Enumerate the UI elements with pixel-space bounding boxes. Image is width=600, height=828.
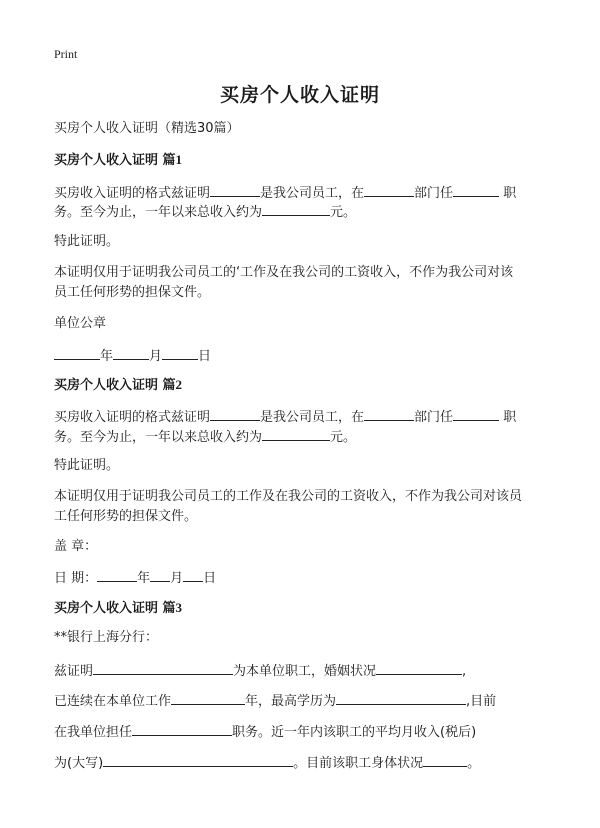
section-2-seal: 盖 章： [54, 539, 98, 554]
section-2-date: 日 期： 年 月 日 [54, 571, 217, 586]
print-label[interactable]: Print [54, 47, 78, 61]
section-1-body-line-2: 务。至今为止，一年以来总收入约为 元。 [54, 205, 357, 220]
section-2-note-line-1: 本证明仅用于证明我公司员工的工作及在我公司的工资收入，不作为我公司对该员 [54, 489, 523, 504]
document-title: 买房个人收入证明 [219, 84, 380, 106]
section-1-date: 年 月 日 [54, 347, 211, 365]
section-1-note-line-1: 本证明仅用于证明我公司员工的‘工作及在我公司的工资收入，不作为我公司对该 [54, 265, 514, 280]
section-2-special: 特此证明。 [54, 458, 120, 473]
section-3-line-3: 在我单位担任 职务。近一年内该职工的平均月收入(税后) [54, 725, 477, 740]
section-2-note-line-2: 工任何形势的担保文件。 [54, 509, 198, 524]
section-1-heading: 买房个人收入证明 篇1 [54, 152, 183, 168]
section-2-body-line-1: 买房收入证明的格式兹证明 是我公司员工，在 部门任 职 [54, 410, 517, 425]
section-1-special: 特此证明。 [54, 234, 120, 249]
section-1-body-line-1: 买房收入证明的格式兹证明 是我公司员工，在 部门任 职 [54, 186, 517, 201]
section-3-line-1: 兹证明 为本单位职工，婚姻状况 , [54, 664, 467, 679]
section-3-line-4: 为(大写) 。目前该职工身体状况 。 [54, 756, 481, 771]
section-3-line-2: 已连续在本单位工作 年，最高学历为 ,目前 [54, 694, 497, 709]
section-2-body-line-2: 务。至今为止，一年以来总收入约为 元。 [54, 430, 357, 445]
section-1-note-line-2: 员工任何形势的担保文件。 [54, 285, 211, 300]
section-3-heading: 买房个人收入证明 篇3 [54, 600, 183, 616]
document-subtitle: 买房个人收入证明（精选30篇） [54, 121, 240, 136]
section-3-bank: **银行上海分行： [54, 630, 159, 645]
section-1-seal: 单位公章 [54, 316, 107, 331]
section-2-heading: 买房个人收入证明 篇2 [54, 377, 183, 393]
